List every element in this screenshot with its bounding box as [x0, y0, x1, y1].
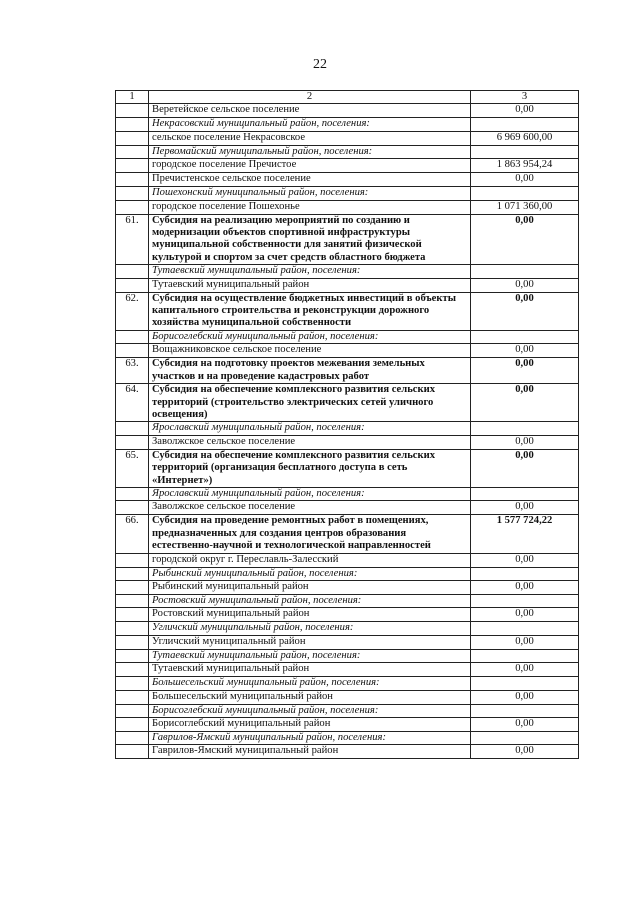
row-number-cell [116, 745, 149, 759]
row-name-cell: Ярославский муниципальный район, поселения: [149, 487, 471, 500]
row-value-cell [471, 118, 579, 131]
row-name-cell: Первомайский муниципальный район, поселения: [149, 145, 471, 158]
row-value-cell: 0,00 [471, 173, 579, 187]
row-number-cell [116, 435, 149, 449]
row-value-cell: 0,00 [471, 553, 579, 567]
row-value-cell: 0,00 [471, 344, 579, 358]
row-name-cell: Рыбинский муниципальный район [149, 580, 471, 594]
row-value-cell [471, 622, 579, 635]
row-name-cell: Тутаевский муниципальный район, поселения: [149, 649, 471, 662]
row-number-cell: 62. [116, 292, 149, 330]
row-name-cell: Субсидия на проведение ремонтных работ в помещениях, предназначенных для создания центров образования естественно-научной и технологической направленностей [149, 515, 471, 553]
district-row [116, 265, 579, 278]
district-row [116, 677, 579, 690]
row-value-cell: 0,00 [471, 580, 579, 594]
district-row [116, 567, 579, 580]
row-name-cell: Заволжское сельское поселение [149, 501, 471, 515]
row-number-cell [116, 594, 149, 607]
settlement-row [116, 501, 579, 515]
district-row [116, 118, 579, 131]
row-number-cell [116, 690, 149, 704]
row-name-cell: Рыбинский муниципальный район, поселения: [149, 567, 471, 580]
row-value-cell: 0,00 [471, 278, 579, 292]
row-value-cell: 0,00 [471, 745, 579, 759]
row-value-cell [471, 145, 579, 158]
row-name-cell: Ростовский муниципальный район, поселения: [149, 594, 471, 607]
row-name-cell: Борисоглебский муниципальный район [149, 718, 471, 732]
row-number-cell [116, 580, 149, 594]
row-value-cell: 1 863 954,24 [471, 159, 579, 173]
row-name-cell: Ярославский муниципальный район, поселения: [149, 422, 471, 435]
row-name-cell: Заволжское сельское поселение [149, 435, 471, 449]
row-number-cell [116, 422, 149, 435]
row-value-cell: 0,00 [471, 608, 579, 622]
row-number-cell: 61. [116, 214, 149, 265]
row-value-cell: 0,00 [471, 501, 579, 515]
row-number-cell [116, 145, 149, 158]
row-name-cell: Тутаевский муниципальный район [149, 663, 471, 677]
settlement-row [116, 580, 579, 594]
row-number-cell [116, 663, 149, 677]
row-value-cell [471, 704, 579, 717]
row-number-cell [116, 487, 149, 500]
row-number-cell: 65. [116, 449, 149, 487]
row-value-cell: 0,00 [471, 663, 579, 677]
row-value-cell: 1 577 724,22 [471, 515, 579, 553]
row-name-cell: Угличский муниципальный район, поселения: [149, 622, 471, 635]
row-number-cell [116, 330, 149, 343]
row-value-cell: 0,00 [471, 690, 579, 704]
row-value-cell [471, 649, 579, 662]
row-number-cell [116, 118, 149, 131]
row-number-cell [116, 649, 149, 662]
row-number-cell [116, 704, 149, 717]
settlement-row [116, 718, 579, 732]
row-number-cell [116, 718, 149, 732]
row-value-cell: 1 071 360,00 [471, 200, 579, 214]
district-row [116, 145, 579, 158]
row-value-cell: 6 969 600,00 [471, 131, 579, 145]
settlement-row [116, 344, 579, 358]
row-number-cell [116, 278, 149, 292]
row-name-cell: Субсидия на обеспечение комплексного развития сельских территорий (строительство электрических сетей уличного освещения) [149, 384, 471, 422]
row-number-cell [116, 622, 149, 635]
row-number-cell: 64. [116, 384, 149, 422]
column-header-2: 2 [149, 91, 471, 104]
row-name-cell: Борисоглебский муниципальный район, поселения: [149, 330, 471, 343]
settlement-row [116, 159, 579, 173]
row-name-cell: городское поселение Пречистое [149, 159, 471, 173]
row-name-cell: Субсидия на осуществление бюджетных инвестиций в объекты капитального строительства и реконструкции дорожного хозяйства муниципальной собственности [149, 292, 471, 330]
row-value-cell [471, 732, 579, 745]
row-name-cell: городской округ г. Переславль-Залесский [149, 553, 471, 567]
settlement-row [116, 435, 579, 449]
settlement-row [116, 278, 579, 292]
row-number-cell [116, 131, 149, 145]
row-number-cell [116, 104, 149, 118]
settlement-row [116, 104, 579, 118]
row-name-cell: Вощажниковское сельское поселение [149, 344, 471, 358]
row-name-cell: Субсидия на обеспечение комплексного развития сельских территорий (организация бесплатного доступа в сеть «Интернет») [149, 449, 471, 487]
district-row [116, 487, 579, 500]
row-name-cell: Пречистенское сельское поселение [149, 173, 471, 187]
district-row [116, 649, 579, 662]
row-name-cell: Борисоглебский муниципальный район, поселения: [149, 704, 471, 717]
row-value-cell [471, 330, 579, 343]
row-number-cell: 66. [116, 515, 149, 553]
row-number-cell [116, 501, 149, 515]
row-value-cell: 0,00 [471, 104, 579, 118]
subsidy-row [116, 384, 579, 422]
row-value-cell [471, 487, 579, 500]
subsidy-row [116, 214, 579, 265]
row-name-cell: Угличский муниципальный район [149, 635, 471, 649]
settlement-row [116, 608, 579, 622]
row-name-cell: сельское поселение Некрасовское [149, 131, 471, 145]
district-row [116, 187, 579, 200]
settlement-row [116, 200, 579, 214]
row-name-cell: Тутаевский муниципальный район [149, 278, 471, 292]
settlement-row [116, 173, 579, 187]
settlement-row [116, 553, 579, 567]
row-name-cell: Большесельский муниципальный район [149, 690, 471, 704]
subsidy-row [116, 449, 579, 487]
column-header-1: 1 [116, 91, 149, 104]
subsidy-row [116, 358, 579, 384]
row-number-cell [116, 732, 149, 745]
row-name-cell: Веретейское сельское поселение [149, 104, 471, 118]
row-number-cell [116, 200, 149, 214]
row-value-cell: 0,00 [471, 214, 579, 265]
row-name-cell: Гаврилов-Ямский муниципальный район, поселения: [149, 732, 471, 745]
settlement-row [116, 635, 579, 649]
row-number-cell [116, 173, 149, 187]
row-value-cell: 0,00 [471, 635, 579, 649]
row-value-cell [471, 567, 579, 580]
row-value-cell: 0,00 [471, 292, 579, 330]
row-number-cell [116, 608, 149, 622]
row-number-cell [116, 553, 149, 567]
row-value-cell: 0,00 [471, 718, 579, 732]
district-row [116, 422, 579, 435]
column-header-3: 3 [471, 91, 579, 104]
row-value-cell [471, 422, 579, 435]
row-name-cell: Некрасовский муниципальный район, поселения: [149, 118, 471, 131]
row-value-cell: 0,00 [471, 384, 579, 422]
row-number-cell [116, 635, 149, 649]
table-header-row [116, 91, 579, 104]
row-value-cell [471, 187, 579, 200]
row-value-cell [471, 677, 579, 690]
district-row [116, 732, 579, 745]
row-number-cell [116, 265, 149, 278]
district-row [116, 622, 579, 635]
district-row [116, 594, 579, 607]
row-name-cell: Большесельский муниципальный район, поселения: [149, 677, 471, 690]
settlement-row [116, 663, 579, 677]
subsidy-table [115, 90, 579, 759]
subsidy-row [116, 292, 579, 330]
row-value-cell [471, 594, 579, 607]
district-row [116, 330, 579, 343]
row-value-cell: 0,00 [471, 435, 579, 449]
row-name-cell: Пошехонский муниципальный район, поселения: [149, 187, 471, 200]
row-value-cell: 0,00 [471, 358, 579, 384]
row-number-cell [116, 344, 149, 358]
row-number-cell [116, 677, 149, 690]
page-number: 22 [313, 57, 327, 72]
row-value-cell: 0,00 [471, 449, 579, 487]
settlement-row [116, 690, 579, 704]
row-value-cell [471, 265, 579, 278]
subsidy-row [116, 515, 579, 553]
row-number-cell [116, 159, 149, 173]
row-name-cell: Субсидия на подготовку проектов межевания земельных участков и на проведение кадастровых работ [149, 358, 471, 384]
row-number-cell [116, 567, 149, 580]
row-number-cell: 63. [116, 358, 149, 384]
settlement-row [116, 745, 579, 759]
row-name-cell: Ростовский муниципальный район [149, 608, 471, 622]
row-name-cell: Субсидия на реализацию мероприятий по созданию и модернизации объектов спортивной инфраструктуры муниципальной собственности для занятий физической культурой и спортом за счет средств областного бюджета [149, 214, 471, 265]
row-name-cell: Гаврилов-Ямский муниципальный район [149, 745, 471, 759]
row-name-cell: Тутаевский муниципальный район, поселения: [149, 265, 471, 278]
row-name-cell: городское поселение Пошехонье [149, 200, 471, 214]
settlement-row [116, 131, 579, 145]
district-row [116, 704, 579, 717]
row-number-cell [116, 187, 149, 200]
